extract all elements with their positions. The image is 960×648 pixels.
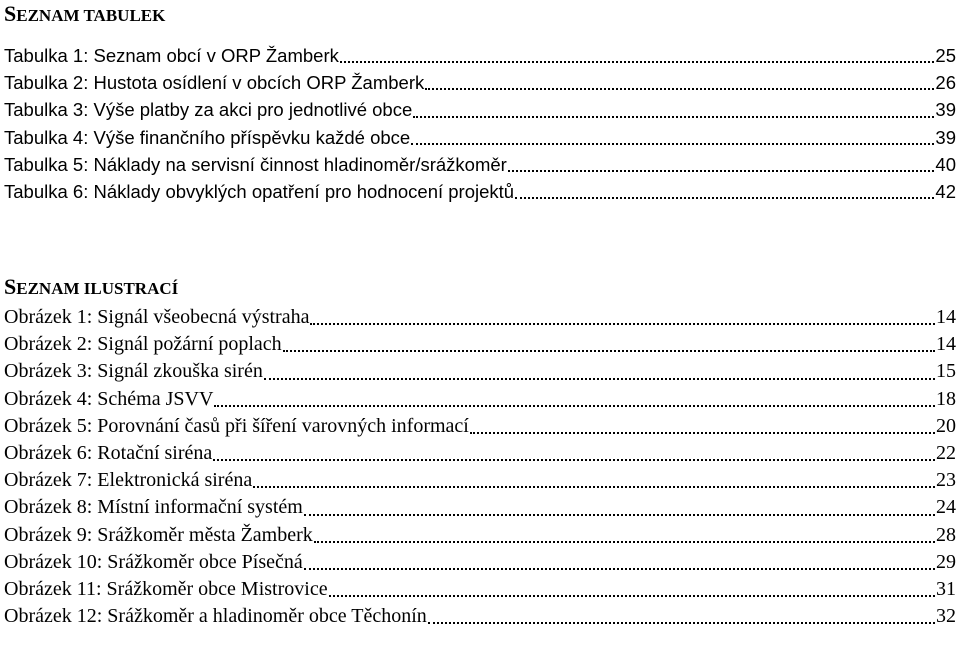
dot-leader [411,143,934,145]
toc-entry-page: 31 [936,577,956,600]
toc-entry-page: 29 [936,550,956,573]
dot-leader [428,622,935,624]
toc-entry-page: 40 [935,153,956,175]
toc-entry-page: 14 [936,333,956,356]
toc-entry-figure-5[interactable] [4,413,956,440]
dot-leader [310,323,935,325]
tables-toc-list [4,42,956,205]
toc-entry-table-6[interactable] [4,178,956,205]
toc-entry-figure-8[interactable] [4,494,956,521]
figures-heading-rest: EZNAM ILUSTRACÍ [16,279,179,298]
figures-heading-initial: S [4,274,17,299]
toc-entry-page: 22 [936,441,956,464]
toc-entry-title: Obrázek 5: Porovnání časů při šíření varovných informací [4,414,469,437]
toc-entry-title: Tabulka 3: Výše platby za akci pro jednotlivé obce [4,99,413,121]
dot-leader [413,116,934,118]
toc-entry-page: 39 [935,99,956,121]
dot-leader [314,541,935,543]
toc-entry-figure-1[interactable] [4,304,956,331]
toc-entry-page: 24 [936,496,956,519]
toc-entry-title: Tabulka 1: Seznam obcí v ORP Žamberk [4,45,339,66]
dot-leader [470,432,935,434]
toc-entry-title: Obrázek 2: Signál požární poplach [4,333,282,356]
dot-leader [425,88,934,90]
toc-entry-title: Tabulka 5: Náklady na servisní činnost hladinoměr/srážkoměr [4,153,507,175]
toc-entry-figure-11[interactable] [4,576,956,603]
toc-entry-figure-7[interactable] [4,467,956,494]
dot-leader [304,568,935,570]
toc-entry-figure-2[interactable] [4,331,956,358]
toc-entry-title: Obrázek 11: Srážkoměr obce Mistrovice [4,577,328,600]
toc-entry-page: 20 [936,414,956,437]
toc-entry-figure-9[interactable] [4,522,956,549]
toc-entry-title: Obrázek 7: Elektronická siréna [4,469,253,492]
dot-leader [329,595,935,597]
toc-entry-page: 15 [936,360,956,383]
toc-entry-page: 26 [935,72,956,94]
toc-entry-title: Tabulka 6: Náklady obvyklých opatření pro hodnocení projektů [4,180,515,202]
tables-heading-rest: EZNAM TABULEK [16,6,166,25]
toc-entry-page: 25 [935,45,956,66]
toc-entry-page: 42 [935,180,956,202]
dot-leader [515,197,934,199]
toc-entry-page: 23 [936,469,956,492]
toc-entry-page: 14 [936,306,956,328]
dot-leader [340,61,935,63]
toc-entry-title: Obrázek 3: Signál zkouška sirén [4,360,263,383]
toc-entry-title: Obrázek 4: Schéma JSVV [4,387,214,410]
toc-entry-table-4[interactable] [4,124,956,151]
toc-entry-title: Obrázek 10: Srážkoměr obce Písečná [4,550,303,573]
toc-entry-table-1[interactable] [4,42,956,69]
toc-entry-page: 39 [935,126,956,148]
toc-entry-table-3[interactable] [4,96,956,123]
toc-entry-title: Obrázek 8: Místní informační systém [4,496,303,519]
toc-entry-figure-3[interactable] [4,358,956,385]
toc-entry-table-2[interactable] [4,69,956,96]
dot-leader [283,350,935,352]
dot-leader [253,486,935,488]
toc-entry-title: Obrázek 9: Srážkoměr města Žamberk [4,523,313,546]
toc-entry-figure-4[interactable] [4,386,956,413]
toc-entry-page: 18 [936,387,956,410]
toc-entry-figure-12[interactable] [4,603,956,630]
toc-entry-figure-6[interactable] [4,440,956,467]
figures-list-heading [4,273,178,301]
toc-entry-page: 32 [936,605,956,628]
dot-leader [214,405,935,407]
toc-entry-title: Obrázek 12: Srážkoměr a hladinoměr obce Těchonín [4,605,427,628]
toc-entry-title: Tabulka 4: Výše finančního příspěvku každé obce [4,126,411,148]
figures-toc-list [4,304,956,630]
tables-heading-initial: S [4,1,17,26]
dot-leader [508,170,935,172]
toc-entry-title: Obrázek 1: Signál všeobecná výstraha [4,306,310,328]
toc-entry-title: Tabulka 2: Hustota osídlení v obcích ORP Žamberk [4,72,425,94]
dot-leader [264,378,935,380]
tables-list-heading [4,0,165,28]
dot-leader [304,514,935,516]
toc-entry-title: Obrázek 6: Rotační siréna [4,441,213,464]
toc-entry-table-5[interactable] [4,151,956,178]
toc-entry-figure-10[interactable] [4,549,956,576]
toc-entry-page: 28 [936,523,956,546]
dot-leader [213,459,935,461]
